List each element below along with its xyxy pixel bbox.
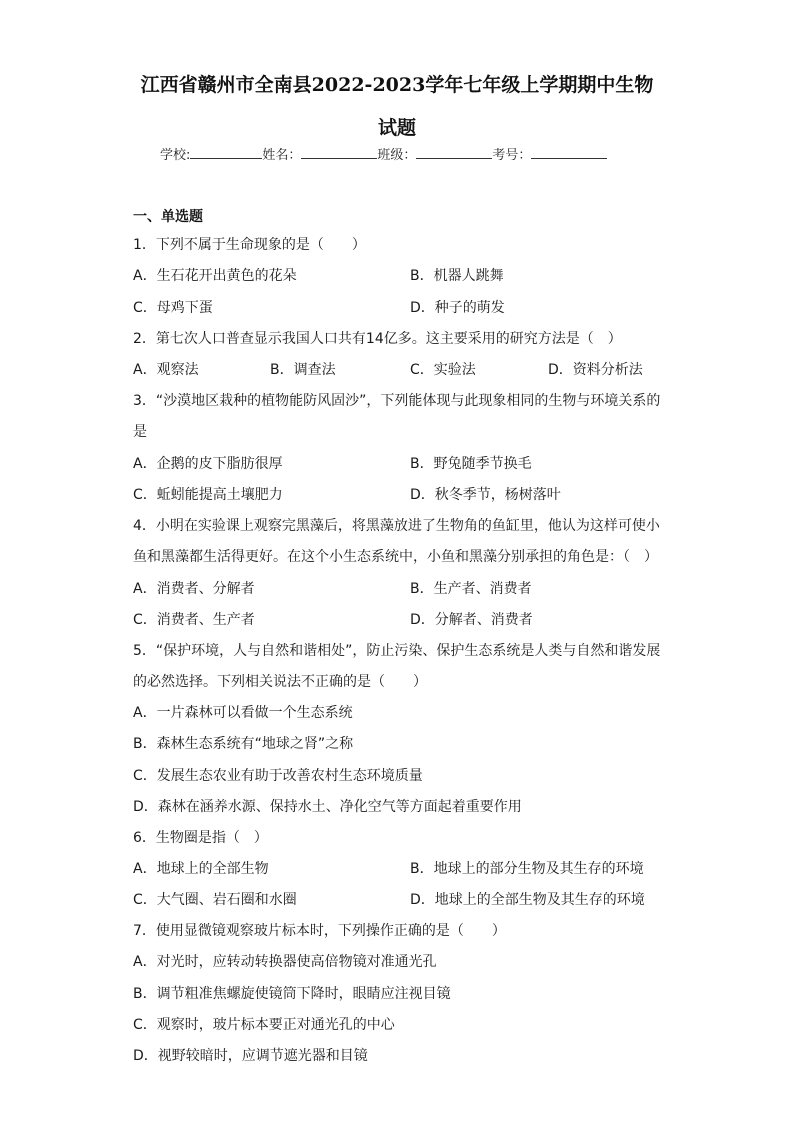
question-5-option-a: A．一片森林可以看做一个生态系统 [133, 705, 353, 721]
question-2-option-b: B．调查法 [270, 362, 336, 378]
question-1-stem: 1．下列不属于生命现象的是（ ） [133, 237, 366, 253]
student-info-row [160, 144, 607, 163]
question-3-stem-line1: 3．“沙漠地区栽种的植物能防风固沙”，下列能体现与此现象相同的生物与环境关系的 [133, 393, 661, 409]
school-label: 学校: [160, 148, 191, 163]
question-4-option-a: A．消费者、分解者 [133, 581, 255, 597]
question-1-option-d: D．种子的萌发 [410, 300, 505, 316]
question-7-stem: 7．使用显微镜观察玻片标本时，下列操作正确的是（ ） [133, 923, 506, 939]
question-2-stem: 2．第七次人口普查显示我国人口共有14亿多。这主要采用的研究方法是（ ） [133, 331, 622, 347]
question-6-stem: 6．生物圈是指（ ） [133, 830, 268, 846]
exam-number-label: 考号： [492, 148, 532, 163]
name-label: 姓名： [262, 148, 302, 163]
question-5-option-b: B．森林生态系统有“地球之肾”之称 [133, 736, 354, 752]
question-5-option-d: D．森林在涵养水源、保持水土、净化空气等方面起着重要作用 [133, 799, 522, 815]
exam-number-blank[interactable] [531, 146, 607, 159]
question-4-stem-line1: 4．小明在实验课上观察完黑藻后，将黑藻放进了生物角的鱼缸里，他认为这样可使小 [133, 518, 660, 534]
question-3-option-d: D．秋冬季节，杨树落叶 [410, 487, 561, 503]
question-2-option-d: D．资料分析法 [548, 362, 643, 378]
question-7-option-c: C．观察时，玻片标本要正对通光孔的中心 [133, 1017, 395, 1033]
school-blank[interactable] [190, 146, 262, 159]
question-6-option-d: D．地球上的全部生物及其生存的环境 [410, 892, 645, 908]
question-4-option-b: B．生产者、消费者 [410, 581, 532, 597]
question-3-stem-line2: 是 [133, 424, 147, 440]
question-1-option-a: A．生石花开出黄色的花朵 [133, 268, 297, 284]
section-heading: 一、单选题 [133, 209, 203, 225]
question-7-option-b: B．调节粗准焦螺旋使镜筒下降时，眼睛应注视目镜 [133, 986, 451, 1002]
question-4-option-d: D．分解者、消费者 [410, 612, 533, 628]
question-7-option-a: A．对光时，应转动转换器使高倍物镜对准通光孔 [133, 954, 437, 970]
question-4-stem-line2: 鱼和黑藻都生活得更好。在这个小生态系统中，小鱼和黑藻分别承担的角色是：（ ） [133, 549, 658, 565]
question-4-option-c: C．消费者、生产者 [133, 612, 255, 628]
question-7-option-d: D．视野较暗时，应调节遮光器和目镜 [133, 1048, 368, 1064]
question-6-option-c: C．大气圈、岩石圈和水圈 [133, 892, 297, 908]
exam-title-line1: 江西省赣州市全南县2022-2023学年七年级上学期期中生物 [140, 74, 654, 96]
class-label: 班级： [377, 148, 417, 163]
question-5-stem-line2: 的必然选择。下列相关说法不正确的是（ ） [133, 674, 427, 690]
question-3-option-b: B．野兔随季节换毛 [410, 456, 532, 472]
name-blank[interactable] [301, 146, 377, 159]
question-3-option-a: A．企鹅的皮下脂肪很厚 [133, 456, 283, 472]
exam-title-line2: 试题 [377, 117, 416, 139]
question-6-option-b: B．地球上的部分生物及其生存的环境 [410, 861, 644, 877]
question-5-option-c: C．发展生态农业有助于改善农村生态环境质量 [133, 768, 423, 784]
question-1-option-c: C．母鸡下蛋 [133, 300, 213, 316]
question-1-option-b: B．机器人跳舞 [410, 268, 504, 284]
question-2-option-a: A．观察法 [133, 362, 199, 378]
question-3-option-c: C．蚯蚓能提高土壤肥力 [133, 487, 283, 503]
question-6-option-a: A．地球上的全部生物 [133, 861, 269, 877]
question-2-option-c: C．实验法 [410, 362, 476, 378]
question-5-stem-line1: 5．“保护环境，人与自然和谐相处”，防止污染、保护生态系统是人类与自然和谐发展 [133, 643, 661, 659]
class-blank[interactable] [416, 146, 492, 159]
